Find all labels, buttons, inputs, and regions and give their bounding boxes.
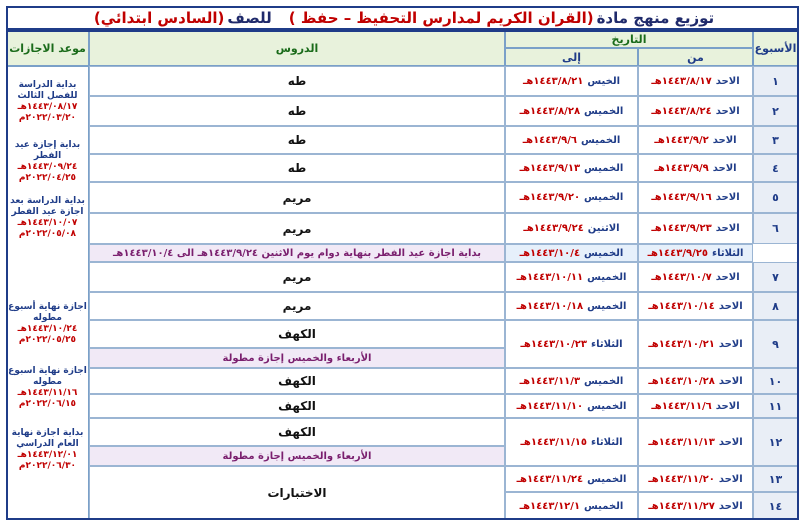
to-day: الخميس (584, 192, 624, 203)
lesson-cell: الكهف (89, 418, 505, 446)
from-day: الاحد (718, 375, 743, 387)
week-number: ٩ (753, 320, 798, 368)
to-day: الخميس (584, 375, 624, 387)
from-date-cell (638, 66, 753, 96)
lesson-cell: طه (89, 154, 505, 182)
lesson-cell: مريم (89, 182, 505, 213)
from-day: الاحد (718, 436, 743, 448)
to-day: الخميس (584, 162, 624, 174)
to-date: ١٤٤٣/١١/٢٤هـ (516, 473, 584, 485)
to-date-cell (505, 320, 638, 368)
to-day: الخميس (581, 134, 621, 146)
header-lessons: الدروس (89, 31, 505, 66)
to-date: ١٤٤٣/١٠/١١هـ (516, 271, 584, 283)
holiday-label: بداية الدراسة للفصل الثالث (17, 80, 78, 101)
holiday-to-date: ١٤٤٣/١٠/٤هـ (519, 247, 581, 259)
from-date-cell (638, 182, 753, 213)
from-date-cell (638, 213, 753, 244)
to-date-cell (505, 418, 638, 466)
to-date: ١٤٤٣/٩/٢٠هـ (519, 192, 581, 203)
to-day: الخميس (587, 400, 627, 412)
from-date-cell (638, 418, 753, 466)
holiday-label: بداية الدراسة بعد اجازة عيد الفطر (10, 196, 85, 217)
holiday-gregorian-date: ٢٠٢٢/٠٦/١٥م (18, 399, 77, 409)
to-date-cell (505, 368, 638, 394)
from-date: ١٤٤٣/٩/٩هـ (654, 162, 709, 174)
to-day: الخميس (587, 300, 627, 312)
from-date: ١٤٤٣/٨/١٧هـ (651, 75, 712, 87)
to-date: ١٤٤٣/١٠/٢٣هـ (520, 338, 588, 350)
to-date-cell (505, 66, 638, 96)
title-class-name: (السادس ابتدائي) (93, 9, 225, 27)
lesson-note: الأربعاء والخميس إجازة مطولة (89, 446, 505, 466)
from-day: الاحد (715, 400, 740, 412)
to-date: ١٤٤٣/١١/٣هـ (519, 375, 581, 387)
holiday-hijri-date: ١٤٤٣/٠٨/١٧هـ (17, 102, 78, 112)
from-date-cell (638, 320, 753, 368)
lesson-cell: طه (89, 96, 505, 126)
holiday-note-block (8, 366, 87, 410)
week-number: ١٣ (753, 466, 798, 492)
week-number: ١٤ (753, 492, 798, 520)
holiday-hijri-date: ١٤٤٣/١٢/٠١هـ (17, 450, 78, 460)
holiday-hijri-date: ١٤٤٣/١٠/٠٧هـ (17, 218, 78, 228)
week-number: ١٠ (753, 368, 798, 394)
to-date-cell (505, 262, 638, 292)
to-date: ١٤٤٣/٩/٦هـ (522, 134, 577, 146)
holiday-note-block (8, 196, 87, 240)
from-date: ١٤٤٣/٨/٢٤هـ (651, 105, 712, 117)
holiday-label: اجازة نهاية اسبوع مطوله (8, 366, 87, 387)
header-from: من (638, 48, 753, 66)
from-date: ١٤٤٣/٩/٢هـ (654, 134, 709, 146)
week-number: ٢ (753, 96, 798, 126)
holiday-from-date: ١٤٤٣/٩/٢٥هـ (647, 247, 708, 259)
week-number: ١١ (753, 394, 798, 418)
header-week: الأسبوع (753, 31, 798, 66)
holiday-label: اجازة نهاية أسبوع مطوله (8, 302, 87, 323)
from-date-cell (638, 466, 753, 492)
week-number: ٥ (753, 182, 798, 213)
lesson-cell: مريم (89, 213, 505, 244)
from-date: ١٤٤٣/١١/١٣هـ (648, 436, 715, 448)
week-number: ٨ (753, 292, 798, 320)
from-day: الاحد (715, 192, 740, 203)
from-date-cell (638, 492, 753, 520)
to-day: الثلاثاء (591, 436, 623, 448)
holiday-gregorian-date: ٢٠٢٢/٠٦/٣٠م (18, 461, 77, 471)
holiday-note-block (8, 302, 87, 346)
to-date: ١٤٤٣/١١/١٥هـ (520, 436, 588, 448)
holiday-from-cell (638, 244, 753, 262)
lesson-cell: الكهف (89, 320, 505, 348)
from-date: ١٤٤٣/٩/١٦هـ (651, 192, 712, 203)
to-date-cell (505, 182, 638, 213)
holiday-note-block (8, 80, 87, 124)
to-date-cell (505, 213, 638, 244)
from-date: ١٤٤٣/١١/٢٠هـ (648, 473, 715, 485)
title-class-label: للصف (227, 9, 272, 27)
to-date-cell (505, 466, 638, 492)
from-date-cell (638, 154, 753, 182)
week-number: ١٢ (753, 418, 798, 466)
to-day: الثلاثاء (591, 338, 623, 350)
holiday-from-day: الثلاثاء (711, 247, 744, 259)
from-date-cell (638, 262, 753, 292)
from-day: الاحد (712, 162, 737, 174)
title-subject: (القران الكريم لمدارس التحفيظ – حفظ ) (288, 9, 594, 27)
to-date-cell (505, 154, 638, 182)
to-date-cell (505, 394, 638, 418)
week-number: ٤ (753, 154, 798, 182)
from-day: الاحد (718, 473, 743, 485)
holiday-to-cell (505, 244, 638, 262)
lesson-note: الأربعاء والخميس إجازة مطولة (89, 348, 505, 368)
to-date: ١٤٤٣/٨/٢٨هـ (519, 105, 581, 117)
to-day: الخميس (584, 105, 624, 117)
holiday-gregorian-date: ٢٠٢٢/٠٤/٢٥م (18, 173, 77, 183)
holiday-note-block (8, 140, 87, 184)
lesson-cell: مريم (89, 292, 505, 320)
from-date: ١٤٤٣/١٠/٢١هـ (648, 338, 715, 350)
to-day: الخيس (587, 75, 620, 87)
header-to: إلى (505, 48, 638, 66)
to-date: ١٤٤٣/٩/٢٤هـ (523, 223, 584, 234)
week-number: ١ (753, 66, 798, 96)
from-date-cell (638, 368, 753, 394)
holiday-label: بداية اجازة نهاية العام الدراسي (11, 428, 84, 449)
to-date-cell (505, 492, 638, 520)
holiday-note: بداية اجازة عيد الفطر بنهاية دوام يوم الاثنين ١٤٤٣/٩/٢٤هـ الى ١٤٤٣/١٠/٤هـ (89, 244, 505, 262)
from-date: ١٤٤٣/١٠/١٤هـ (648, 300, 715, 312)
to-day: الخميس (587, 473, 627, 485)
to-date: ١٤٤٣/٩/١٣هـ (519, 162, 581, 174)
week-number: ٦ (753, 213, 798, 244)
page-title (6, 6, 799, 30)
from-day: الاحد (718, 500, 743, 512)
holiday-note-block (8, 428, 87, 472)
header-holidays: موعد الاجازات (6, 31, 89, 66)
lesson-cell: مريم (89, 262, 505, 292)
to-day: الخميس (587, 271, 627, 283)
to-date-cell (505, 292, 638, 320)
from-day: الاحد (718, 338, 743, 350)
lesson-cell: طه (89, 66, 505, 96)
to-date-cell (505, 96, 638, 126)
header-date: التاريخ (505, 31, 753, 48)
to-day: الاثنين (587, 223, 620, 234)
from-date-cell (638, 126, 753, 154)
holiday-gregorian-date: ٢٠٢٢/٠٥/٠٨م (18, 229, 77, 239)
to-date: ١٤٤٣/١٠/١٨هـ (516, 300, 584, 312)
holiday-to-day: الخميس (584, 247, 624, 259)
from-day: الاحد (715, 271, 740, 283)
lesson-cell: طه (89, 126, 505, 154)
holiday-hijri-date: ١٤٤٣/١١/١٦هـ (17, 388, 78, 398)
from-date-cell (638, 292, 753, 320)
from-date: ١٤٤٣/١١/٢٧هـ (648, 500, 715, 512)
title-prefix: توزيع منهج مادة (596, 9, 715, 27)
holiday-gregorian-date: ٢٠٢٢/٠٥/٢٥م (18, 335, 77, 345)
from-date: ١٤٤٣/١١/٦هـ (651, 400, 712, 412)
from-date-cell (638, 96, 753, 126)
exams-cell: الاختبارات (89, 466, 505, 520)
from-date: ١٤٤٣/١٠/٧هـ (651, 271, 712, 283)
to-date: ١٤٤٣/٨/٢١هـ (523, 75, 584, 87)
from-day: الاحد (715, 105, 740, 117)
from-day: الاحد (712, 134, 737, 146)
holiday-gregorian-date: ٢٠٢٢/٠٣/٢٠م (18, 113, 77, 123)
lesson-cell: الكهف (89, 368, 505, 394)
from-day: الاحد (715, 75, 740, 87)
from-date-cell (638, 394, 753, 418)
lesson-cell: الكهف (89, 394, 505, 418)
from-day: الاحد (715, 223, 740, 234)
holiday-hijri-date: ١٤٤٣/٠٩/٢٤هـ (17, 162, 78, 172)
week-number: ٣ (753, 126, 798, 154)
to-date-cell (505, 126, 638, 154)
from-day: الاحد (718, 300, 743, 312)
holiday-hijri-date: ١٤٤٣/١٠/٢٤هـ (17, 324, 78, 334)
to-day: الخميس (584, 500, 624, 512)
to-date: ١٤٤٣/١١/١٠هـ (516, 400, 584, 412)
from-date: ١٤٤٣/١٠/٢٨هـ (648, 375, 715, 387)
from-date: ١٤٤٣/٩/٢٣هـ (651, 223, 712, 234)
week-number: ٧ (753, 262, 798, 292)
to-date: ١٤٤٣/١٢/١هـ (519, 500, 581, 512)
holiday-label: بداية إجازة عيد الفطر (14, 140, 81, 161)
